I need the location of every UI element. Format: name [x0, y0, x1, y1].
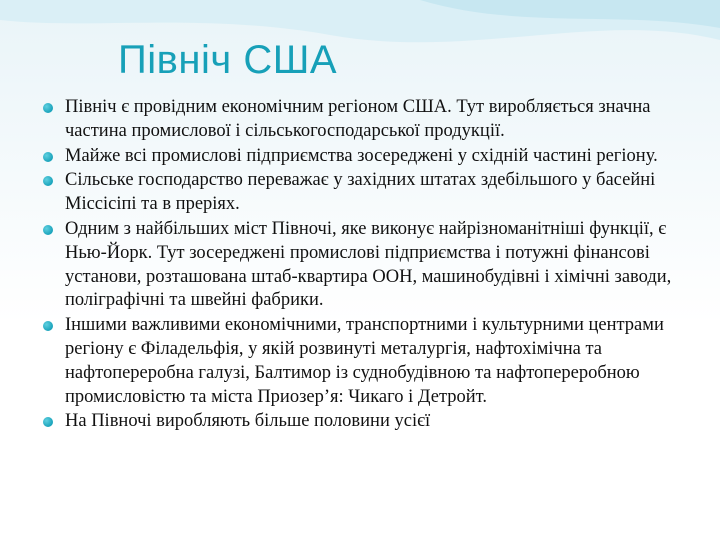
bullet-text: Сільське господарство переважає у західних штатах здебільшого у басейні Міссісіпі та в преріях.	[65, 170, 656, 215]
bullet-icon	[43, 321, 53, 331]
bullet-icon	[43, 152, 53, 162]
list-item	[40, 145, 690, 169]
bullet-icon	[43, 225, 53, 235]
bullet-text: На Півночі виробляють більше половини усієї	[65, 411, 431, 432]
list-item	[40, 410, 690, 434]
bullet-icon	[43, 103, 53, 113]
list-item	[40, 96, 690, 144]
bullet-text: Північ є провідним економічним регіоном США. Тут виробляється значна частина промислової і сільськогосподарської продукції.	[65, 97, 651, 141]
list-item	[40, 169, 690, 217]
list-item	[40, 314, 690, 409]
slide-title: Північ США	[118, 38, 338, 82]
decorative-wave	[0, 0, 720, 90]
bullet-icon	[43, 176, 53, 186]
bullet-list	[40, 96, 690, 435]
bullet-text: Іншими важливими економічними, транспортними і культурними центрами регіону є Філадельфія, у якій розвинуті металургія, нафтохімічна та нафтопереробна галузі, Балтимор із суднобудівною та нафтопереробною промисловістю та міста Приозер’я: Чикаго і Детройт.	[65, 315, 664, 407]
bullet-text: Одним з найбільших міст Півночі, яке виконує найрізноманітніші функції, є Нью-Йорк. Тут зосереджені промислові підприємства і потужні фінансові установи, розташована штаб-квартира ООН, машинобудівні і хімічні заводи, поліграфічні та швейні фабрики.	[65, 218, 672, 311]
list-item	[40, 218, 690, 313]
bullet-text: Майже всі промислові підприємства зосереджені у східній частині регіону.	[65, 145, 658, 166]
bullet-icon	[43, 417, 53, 427]
